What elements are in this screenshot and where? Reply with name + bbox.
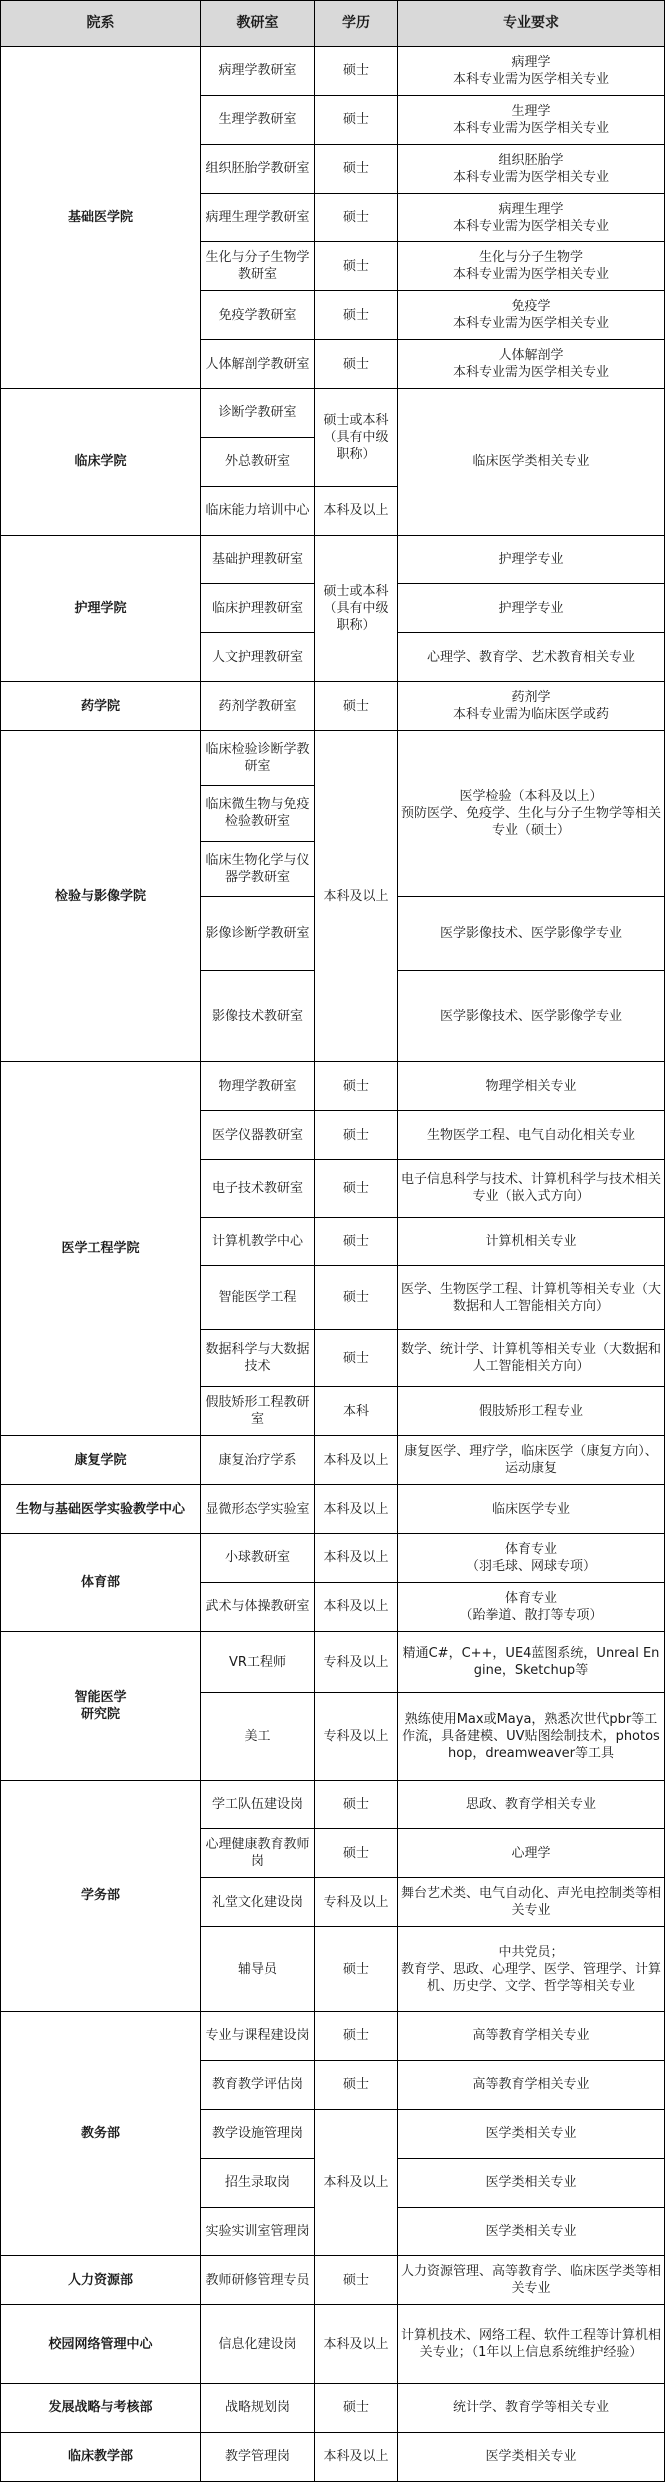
room-cell: 小球教研室	[201, 1534, 315, 1583]
req-cell: 中共党员； 教育学、思政、心理学、医学、管理学、计算机、历史学、文学、哲学等相关专业	[398, 1927, 665, 2012]
edu-cell: 硕士	[315, 1217, 398, 1266]
dept-cell: 护理学院	[1, 535, 201, 682]
req-cell: 计算机相关专业	[398, 1217, 665, 1266]
table-row	[1, 535, 665, 584]
room-cell: 生理学教研室	[201, 95, 315, 144]
edu-cell: 硕士	[315, 1111, 398, 1160]
edu-cell: 硕士	[315, 2060, 398, 2109]
req-cell: 心理学	[398, 1829, 665, 1878]
room-cell: 教育教学评估岗	[201, 2060, 315, 2109]
room-cell: 数据科学与大数据技术	[201, 1330, 315, 1387]
req-cell: 病理学 本科专业需为医学相关专业	[398, 47, 665, 96]
req-cell: 医学类相关专业	[398, 2158, 665, 2207]
dept-cell: 体育部	[1, 1534, 201, 1632]
room-cell: 礼堂文化建设岗	[201, 1878, 315, 1927]
table-row	[1, 1780, 665, 1829]
dept-cell: 人力资源部	[1, 2256, 201, 2305]
edu-cell: 本科及以上	[315, 1436, 398, 1485]
edu-cell: 硕士	[315, 1780, 398, 1829]
room-cell: 武术与体操教研室	[201, 1582, 315, 1631]
room-cell: 信息化建设岗	[201, 2305, 315, 2384]
edu-cell: 专科及以上	[315, 1631, 398, 1693]
req-cell: 医学影像技术、医学影像学专业	[398, 971, 665, 1062]
table-row	[1, 2432, 665, 2481]
room-cell: 教学管理岗	[201, 2432, 315, 2481]
req-cell: 医学检验（本科及以上） 预防医学、免疫学、生化与分子生物学等相关专业（硕士）	[398, 731, 665, 897]
room-cell: 学工队伍建设岗	[201, 1780, 315, 1829]
req-cell: 护理学专业	[398, 535, 665, 584]
edu-cell: 硕士	[315, 1330, 398, 1387]
req-cell: 人力资源管理、高等教育学、临床医学类等相关专业	[398, 2256, 665, 2305]
dept-cell: 药学院	[1, 682, 201, 731]
req-cell: 舞台艺术类、电气自动化、声光电控制类等相关专业	[398, 1878, 665, 1927]
edu-cell: 本科及以上	[315, 1534, 398, 1583]
room-cell: 医学仪器教研室	[201, 1111, 315, 1160]
req-cell: 医学类相关专业	[398, 2432, 665, 2481]
req-cell: 体育专业 （跆拳道、散打等专项）	[398, 1582, 665, 1631]
edu-cell: 专科及以上	[315, 1878, 398, 1927]
edu-cell: 硕士	[315, 193, 398, 242]
table-row	[1, 47, 665, 96]
room-cell: 教学设施管理岗	[201, 2109, 315, 2158]
edu-cell: 硕士	[315, 1062, 398, 1111]
room-cell: 实验实训室管理岗	[201, 2207, 315, 2256]
edu-cell: 硕士	[315, 2256, 398, 2305]
req-cell: 体育专业 （羽毛球、网球专项）	[398, 1534, 665, 1583]
room-cell: 人文护理教研室	[201, 633, 315, 682]
room-cell: 临床生物化学与仪器学教研室	[201, 841, 315, 896]
dept-cell: 教务部	[1, 2012, 201, 2256]
dept-cell: 临床教学部	[1, 2432, 201, 2481]
table-row	[1, 2305, 665, 2384]
table-row	[1, 682, 665, 731]
table-row	[1, 2383, 665, 2432]
edu-cell: 硕士或本科 （具有中级职称）	[315, 389, 398, 487]
room-cell: 外总教研室	[201, 437, 315, 486]
room-cell: 免疫学教研室	[201, 291, 315, 340]
req-cell: 物理学相关专业	[398, 1062, 665, 1111]
req-cell: 康复医学、理疗学，临床医学（康复方向）、运动康复	[398, 1436, 665, 1485]
dept-cell: 医学工程学院	[1, 1062, 201, 1436]
table-row	[1, 2256, 665, 2305]
edu-cell: 硕士	[315, 47, 398, 96]
req-cell: 医学影像技术、医学影像学专业	[398, 896, 665, 970]
req-cell: 思政、教育学相关专业	[398, 1780, 665, 1829]
req-cell: 医学类相关专业	[398, 2109, 665, 2158]
req-cell: 电子信息科学与技术、计算机科学与技术相关专业（嵌入式方向）	[398, 1160, 665, 1217]
dept-cell: 生物与基础医学实验教学中心	[1, 1485, 201, 1534]
room-cell: 辅导员	[201, 1927, 315, 2012]
room-cell: 计算机教学中心	[201, 1217, 315, 1266]
room-cell: 物理学教研室	[201, 1062, 315, 1111]
edu-cell: 硕士	[315, 95, 398, 144]
req-cell: 免疫学 本科专业需为医学相关专业	[398, 291, 665, 340]
room-cell: 临床检验诊断学教研室	[201, 731, 315, 786]
edu-cell: 硕士	[315, 1927, 398, 2012]
req-cell: 统计学、教育学等相关专业	[398, 2383, 665, 2432]
room-cell: 组织胚胎学教研室	[201, 144, 315, 193]
edu-cell: 本科及以上	[315, 2432, 398, 2481]
room-cell: 临床微生物与免疫检验教研室	[201, 786, 315, 841]
room-cell: 专业与课程建设岗	[201, 2012, 315, 2061]
edu-cell: 本科及以上	[315, 731, 398, 1062]
req-cell: 生理学 本科专业需为医学相关专业	[398, 95, 665, 144]
req-cell: 药剂学 本科专业需为临床医学或药	[398, 682, 665, 731]
room-cell: 电子技术教研室	[201, 1160, 315, 1217]
room-cell: 病理学教研室	[201, 47, 315, 96]
dept-cell: 检验与影像学院	[1, 731, 201, 1062]
edu-cell: 硕士	[315, 144, 398, 193]
table-row	[1, 1485, 665, 1534]
header-room: 教研室	[201, 1, 315, 47]
edu-cell: 硕士	[315, 1266, 398, 1330]
table-row	[1, 2012, 665, 2061]
edu-cell: 硕士	[315, 2383, 398, 2432]
room-cell: 战略规划岗	[201, 2383, 315, 2432]
dept-cell: 康复学院	[1, 1436, 201, 1485]
header-req: 专业要求	[398, 1, 665, 47]
table-row	[1, 1534, 665, 1583]
room-cell: 生化与分子生物学教研室	[201, 242, 315, 291]
req-cell: 高等教育学相关专业	[398, 2012, 665, 2061]
dept-cell: 智能医学 研究院	[1, 1631, 201, 1780]
edu-cell: 硕士	[315, 2012, 398, 2061]
room-cell: VR工程师	[201, 1631, 315, 1693]
edu-cell: 本科及以上	[315, 1582, 398, 1631]
req-cell: 护理学专业	[398, 584, 665, 633]
dept-cell: 发展战略与考核部	[1, 2383, 201, 2432]
dept-cell: 基础医学院	[1, 47, 201, 389]
edu-cell: 本科及以上	[315, 486, 398, 535]
room-cell: 招生录取岗	[201, 2158, 315, 2207]
room-cell: 诊断学教研室	[201, 389, 315, 438]
table-header-row	[1, 1, 665, 47]
req-cell: 假肢矫形工程专业	[398, 1387, 665, 1436]
table-row	[1, 1062, 665, 1111]
room-cell: 智能医学工程	[201, 1266, 315, 1330]
req-cell: 医学类相关专业	[398, 2207, 665, 2256]
table-row	[1, 731, 665, 786]
room-cell: 假肢矫形工程教研室	[201, 1387, 315, 1436]
edu-cell: 专科及以上	[315, 1693, 398, 1780]
req-cell: 精通C#，C++，UE4蓝图系统，Unreal Engine，Sketchup等	[398, 1631, 665, 1693]
req-cell: 临床医学专业	[398, 1485, 665, 1534]
header-edu: 学历	[315, 1, 398, 47]
edu-cell: 本科及以上	[315, 2109, 398, 2256]
room-cell: 显微形态学实验室	[201, 1485, 315, 1534]
req-cell: 人体解剖学 本科专业需为医学相关专业	[398, 340, 665, 389]
room-cell: 心理健康教育教师岗	[201, 1829, 315, 1878]
req-cell: 生物医学工程、电气自动化相关专业	[398, 1111, 665, 1160]
edu-cell: 本科及以上	[315, 2305, 398, 2384]
req-cell: 病理生理学 本科专业需为医学相关专业	[398, 193, 665, 242]
req-cell: 组织胚胎学 本科专业需为医学相关专业	[398, 144, 665, 193]
dept-cell: 学务部	[1, 1780, 201, 2012]
edu-cell: 硕士	[315, 242, 398, 291]
room-cell: 临床能力培训中心	[201, 486, 315, 535]
req-cell: 熟练使用Max或Maya，熟悉次世代pbr等工作流，具备建模、UV贴图绘制技术，photoshop，dreamweaver等工具	[398, 1693, 665, 1780]
dept-cell: 临床学院	[1, 389, 201, 536]
room-cell: 教师研修管理专员	[201, 2256, 315, 2305]
room-cell: 病理生理学教研室	[201, 193, 315, 242]
edu-cell: 硕士	[315, 1160, 398, 1217]
table-row	[1, 389, 665, 438]
edu-cell: 硕士或本科 （具有中级职称）	[315, 535, 398, 682]
room-cell: 影像技术教研室	[201, 971, 315, 1062]
edu-cell: 硕士	[315, 682, 398, 731]
table-row	[1, 1631, 665, 1693]
req-cell: 临床医学类相关专业	[398, 389, 665, 536]
header-dept: 院系	[1, 1, 201, 47]
room-cell: 临床护理教研室	[201, 584, 315, 633]
req-cell: 数学、统计学、计算机等相关专业（大数据和人工智能相关方向）	[398, 1330, 665, 1387]
edu-cell: 硕士	[315, 340, 398, 389]
room-cell: 康复治疗学系	[201, 1436, 315, 1485]
req-cell: 心理学、教育学、艺术教育相关专业	[398, 633, 665, 682]
edu-cell: 本科及以上	[315, 1485, 398, 1534]
req-cell: 计算机技术、网络工程、软件工程等计算机相关专业；（1年以上信息系统维护经验）	[398, 2305, 665, 2384]
req-cell: 高等教育学相关专业	[398, 2060, 665, 2109]
room-cell: 人体解剖学教研室	[201, 340, 315, 389]
room-cell: 美工	[201, 1693, 315, 1780]
room-cell: 基础护理教研室	[201, 535, 315, 584]
edu-cell: 本科	[315, 1387, 398, 1436]
table-body	[1, 47, 665, 2482]
room-cell: 影像诊断学教研室	[201, 896, 315, 970]
table-row	[1, 1436, 665, 1485]
req-cell: 生化与分子生物学 本科专业需为医学相关专业	[398, 242, 665, 291]
room-cell: 药剂学教研室	[201, 682, 315, 731]
edu-cell: 硕士	[315, 1829, 398, 1878]
dept-cell: 校园网络管理中心	[1, 2305, 201, 2384]
edu-cell: 硕士	[315, 291, 398, 340]
req-cell: 医学、生物医学工程、计算机等相关专业（大数据和人工智能相关方向）	[398, 1266, 665, 1330]
